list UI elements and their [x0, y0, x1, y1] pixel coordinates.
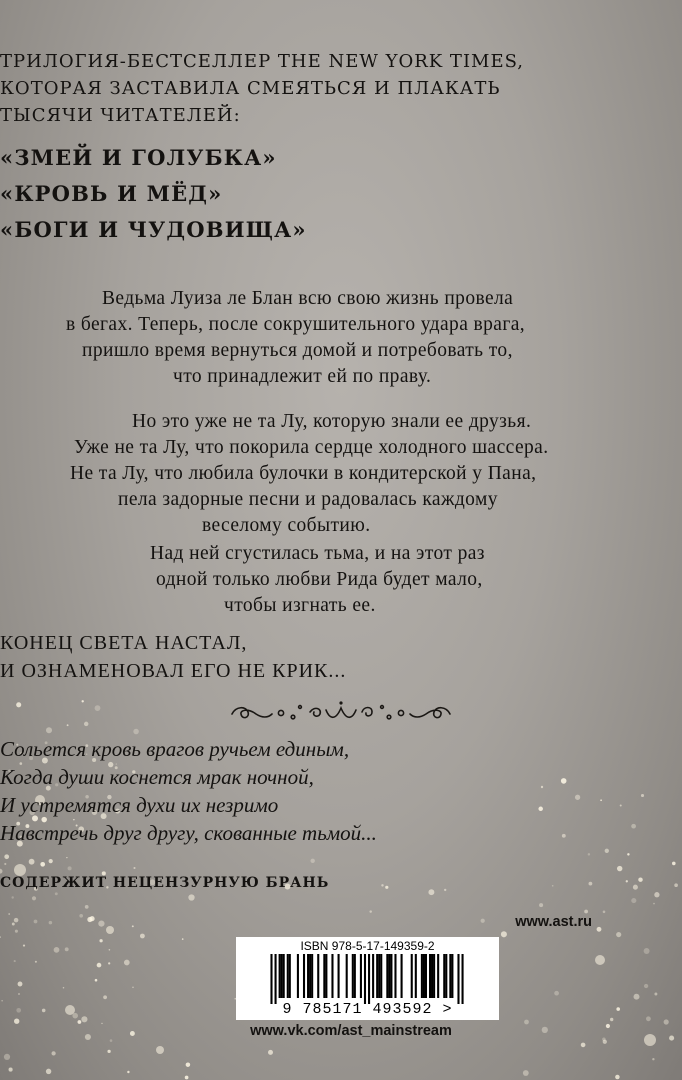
barcode-bar: [378, 954, 380, 998]
poem-line: Сольется кровь врагов ручьем единым,: [0, 737, 350, 761]
barcode-bar: [445, 954, 447, 998]
ending-line: И ОЗНАМЕНОВАЛ ЕГО НЕ КРИК...: [0, 660, 347, 682]
barcode-bar: [303, 954, 305, 998]
barcode-bar: [346, 954, 348, 998]
book-title: «БОГИ И ЧУДОВИЩА»: [0, 217, 307, 242]
barcode-bar: [443, 954, 445, 998]
barcode-bar: [270, 954, 272, 1004]
ending-lines: [0, 629, 682, 685]
barcode-bar: [449, 954, 451, 998]
barcode-bar: [364, 954, 366, 1004]
barcode-bar: [421, 954, 423, 998]
book-title: «ЗМЕЙ И ГОЛУБКА»: [0, 145, 277, 170]
barcode-bar: [311, 954, 313, 998]
poem-line: Навстречь друг другу, скованные тьмой...: [0, 821, 377, 845]
poem-epigraph: [0, 735, 682, 847]
barcode-bar: [376, 954, 378, 998]
ean-digits: 9 785171 493592 >: [282, 1001, 453, 1018]
ending-line: КОНЕЦ СВЕТА НАСТАЛ,: [0, 632, 248, 654]
barcode-bar: [323, 954, 325, 998]
barcode-bar: [307, 954, 309, 998]
paragraph-line: чтобы изгнать ее.: [224, 595, 376, 616]
poem-line: И устремятся духи их незримо: [0, 793, 279, 817]
ornament-divider-icon: [226, 698, 456, 726]
barcode-bar: [386, 954, 388, 998]
barcode-bar: [283, 954, 285, 998]
poem-line: Когда души коснется мрак ночной,: [0, 765, 314, 789]
barcode-bar: [360, 954, 362, 998]
paragraph-line: что принадлежит ей по праву.: [173, 366, 432, 387]
paragraph-line: в бегах. Теперь, после сокрушительного удара врага,: [66, 314, 526, 335]
barcode-bar: [462, 954, 464, 1004]
tagline-line: КОТОРАЯ ЗАСТАВИЛА СМЕЯТЬСЯ И ПЛАКАТЬ: [0, 78, 501, 99]
barcode-bar: [338, 954, 340, 998]
paragraph-line: пела задорные песни и радовалась каждому: [118, 489, 498, 510]
trilogy-titles: [0, 140, 682, 248]
publisher-website: www.ast.ru: [515, 914, 592, 930]
barcode-bar: [431, 954, 433, 998]
paragraph-line: одной только любви Рида будет мало,: [156, 569, 483, 590]
barcode-bar: [368, 954, 370, 1004]
barcode-bar: [423, 954, 425, 998]
barcode-bar: [388, 954, 390, 998]
barcode-bar: [451, 954, 453, 998]
vk-link: www.vk.com/ast_mainstream: [250, 1023, 452, 1039]
barcode-bar: [394, 954, 396, 998]
paragraph-line: Ведьма Луиза ле Блан всю свою жизнь провела: [102, 288, 514, 309]
barcode-bar: [437, 954, 439, 998]
barcode-bar: [411, 954, 413, 998]
barcode-bar: [401, 954, 403, 998]
content-warning: СОДЕРЖИТ НЕЦЕНЗУРНУЮ БРАНЬ: [0, 875, 330, 891]
barcode-bar: [289, 954, 291, 998]
barcode-bars: [242, 954, 492, 1004]
barcode-label: [236, 937, 499, 1020]
barcode-bar: [425, 954, 427, 998]
barcode-bar: [372, 954, 374, 998]
barcode-bar: [380, 954, 382, 998]
barcode-bar: [433, 954, 435, 998]
barcode-bar: [275, 954, 277, 1004]
paragraph-line: Над ней сгустилась тьма, и на этот раз: [150, 543, 485, 564]
barcode-bar: [309, 954, 311, 998]
paragraph-line: веселому событию.: [202, 515, 371, 536]
barcode-bar: [297, 954, 299, 998]
barcode-bar: [352, 954, 354, 998]
tagline-line: ТРИЛОГИЯ-БЕСТСЕЛЛЕР THE NEW YORK TIMES,: [0, 51, 525, 72]
book-title: «КРОВЬ И МЁД»: [0, 181, 223, 206]
barcode-bar: [331, 954, 333, 998]
paragraph-line: Не та Лу, что любила булочки в кондитерской у Пана,: [70, 463, 537, 484]
description-paragraph-2: [60, 409, 622, 539]
barcode-bar: [390, 954, 392, 998]
barcode-bar: [457, 954, 459, 1004]
paragraph-line: Но это уже не та Лу, которую знали ее друзья.: [132, 411, 532, 432]
barcode-bar: [429, 954, 431, 998]
barcode-bar: [287, 954, 289, 998]
barcode-bar: [281, 954, 283, 998]
barcode-bar: [354, 954, 356, 998]
barcode-bar: [279, 954, 281, 998]
barcode-bar: [415, 954, 417, 998]
paragraph-line: Уже не та Лу, что покорила сердце холодного шассера.: [74, 437, 549, 458]
paragraph-line: пришло время вернуться домой и потребовать то,: [82, 340, 513, 361]
tagline-line: ТЫСЯЧИ ЧИТАТЕЛЕЙ:: [0, 105, 241, 126]
isbn-number: ISBN 978-5-17-149359-2: [300, 939, 435, 953]
description-paragraph-3: [60, 541, 622, 619]
trilogy-tagline: [0, 48, 682, 129]
barcode-bar: [325, 954, 327, 998]
description-paragraph-1: [60, 286, 622, 390]
barcode-bar: [317, 954, 319, 998]
